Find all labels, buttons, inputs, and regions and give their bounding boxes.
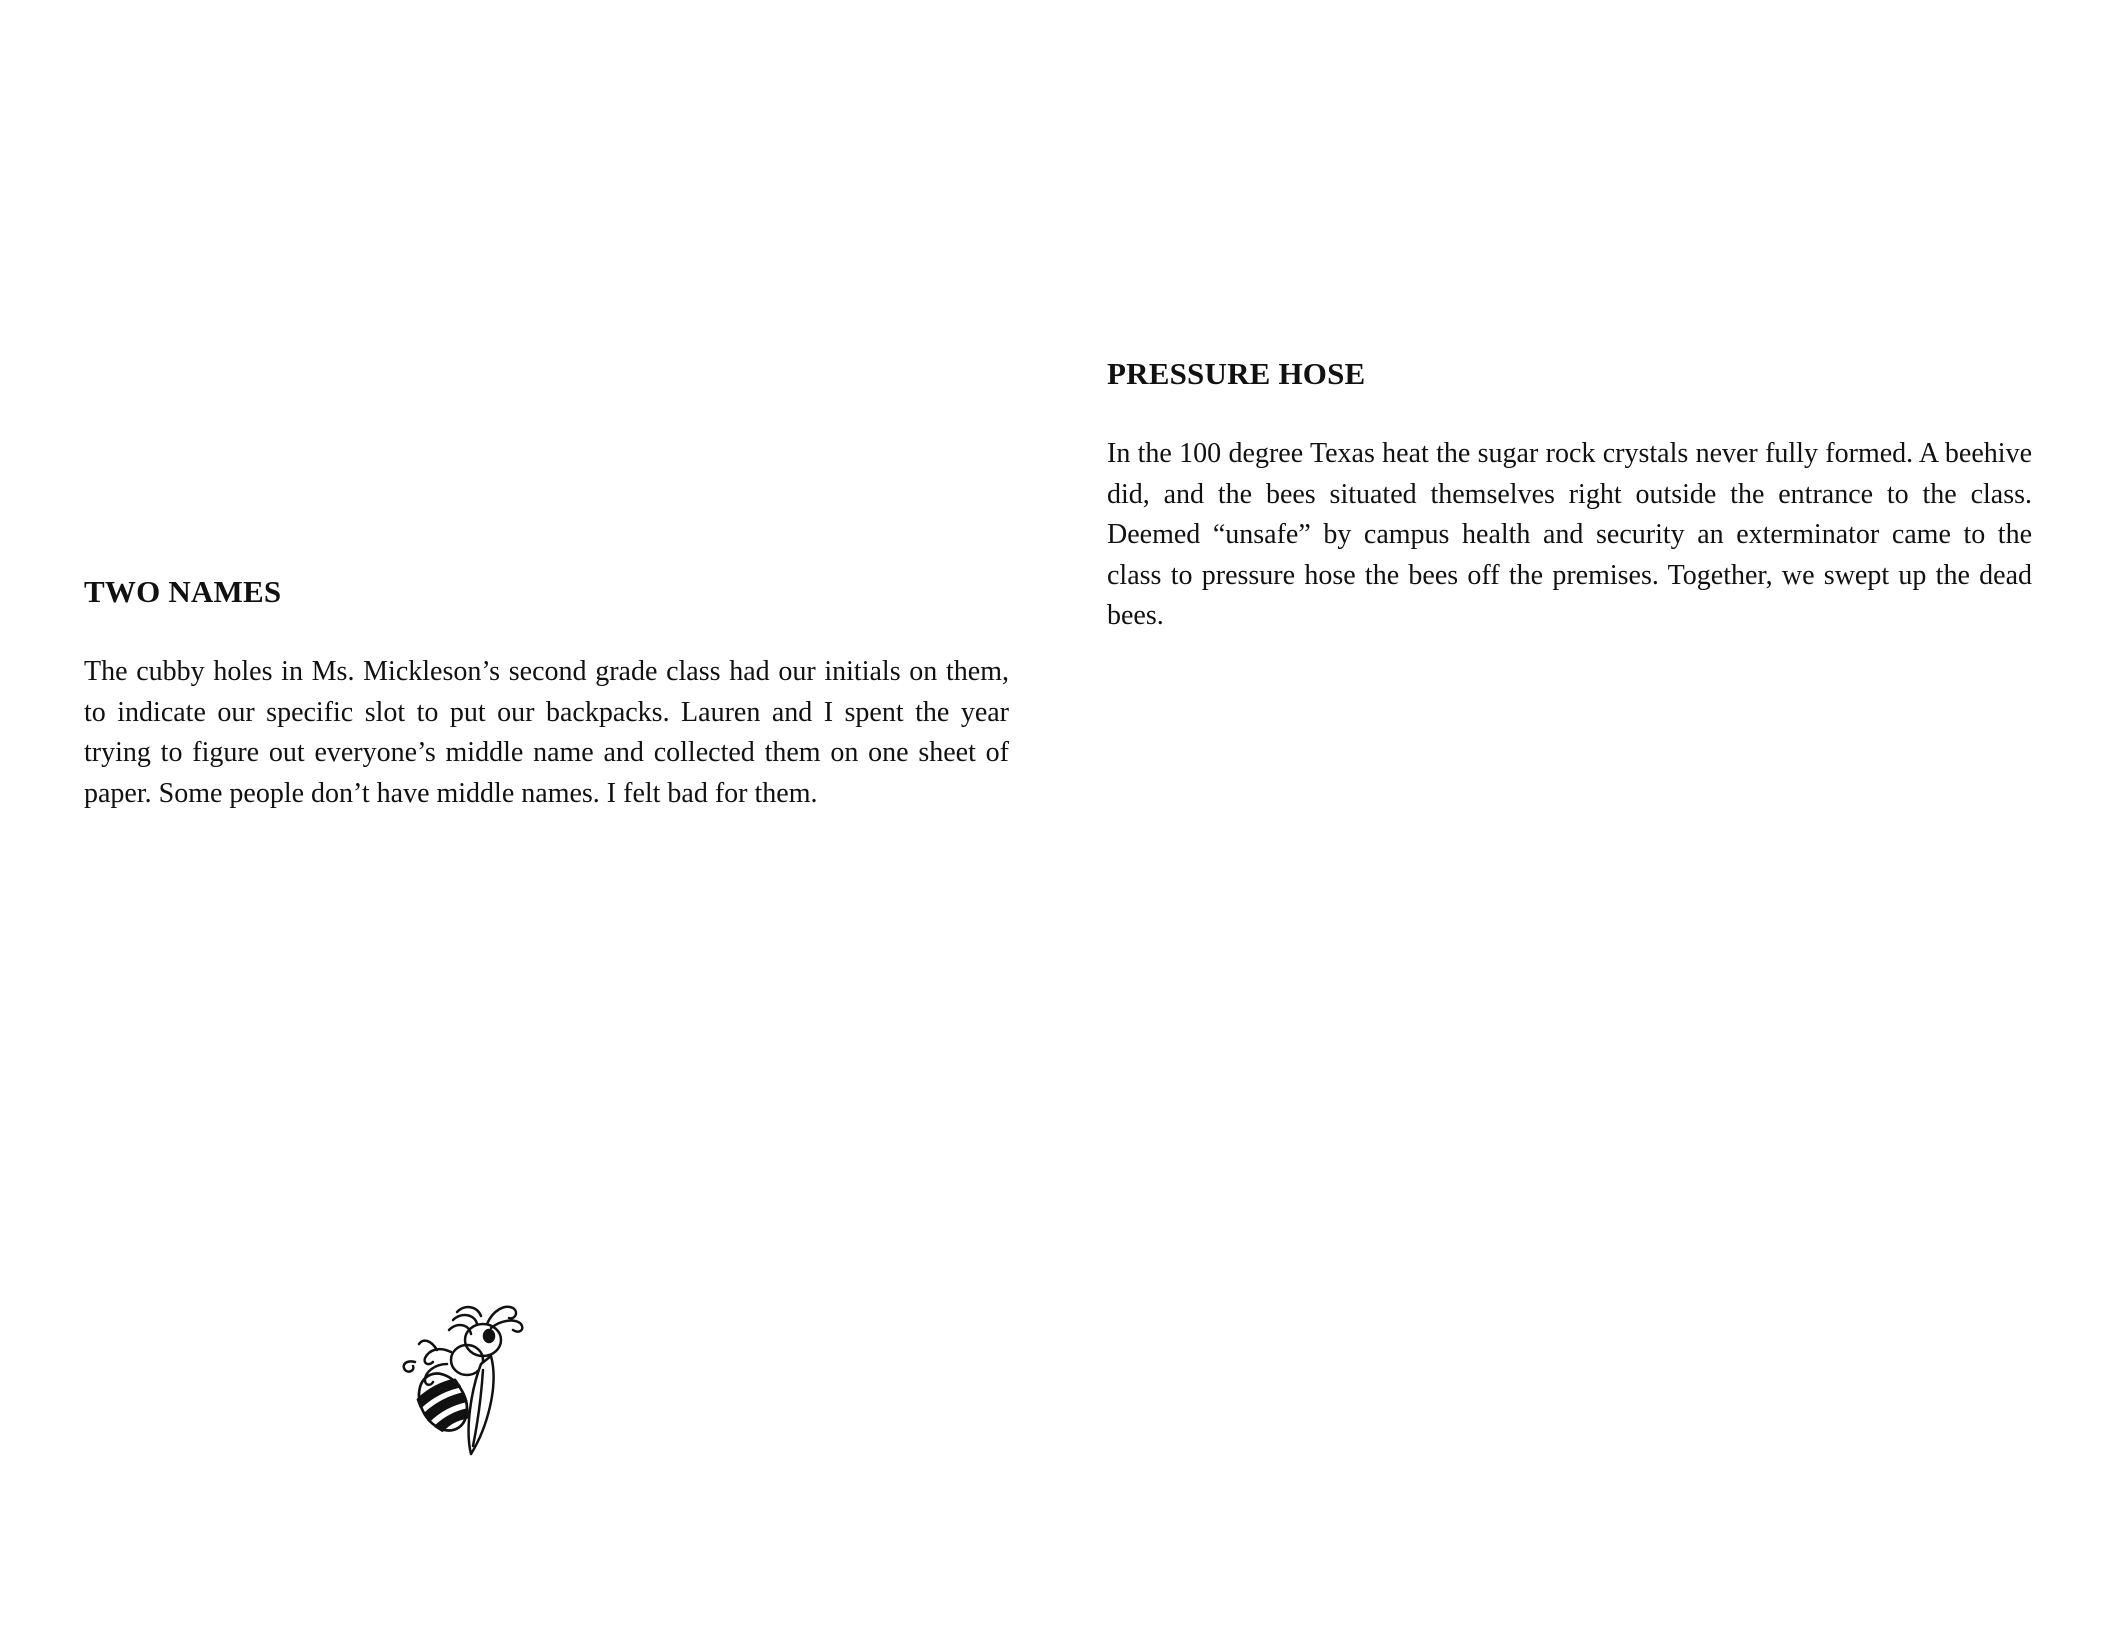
bee-icon [395,1290,530,1460]
story-body: In the 100 degree Texas heat the sugar rock crystals never fully formed. A beehive did, and the bees situated themselves right outside the entrance to the class. Deemed “unsafe” by campus health and security an exterminator came to the class to pressure hose the bees off the premises. Together, we swept up the dead bees. [1107,438,2032,631]
story-body: The cubby holes in Ms. Mickleson’s second grade class had our initials on them, to indicate our specific slot to put our backpacks. Lauren and I spent the year trying to figure out everyone’s middle name and collected them on one sheet of paper. Some people don’t have middle names. I felt bad for them. [84,656,1009,809]
story-title: TWO NAMES [84,574,282,609]
story-title: PRESSURE HOSE [1107,356,1366,391]
story-two-names [84,572,1009,814]
story-pressure-hose [1107,354,2032,637]
